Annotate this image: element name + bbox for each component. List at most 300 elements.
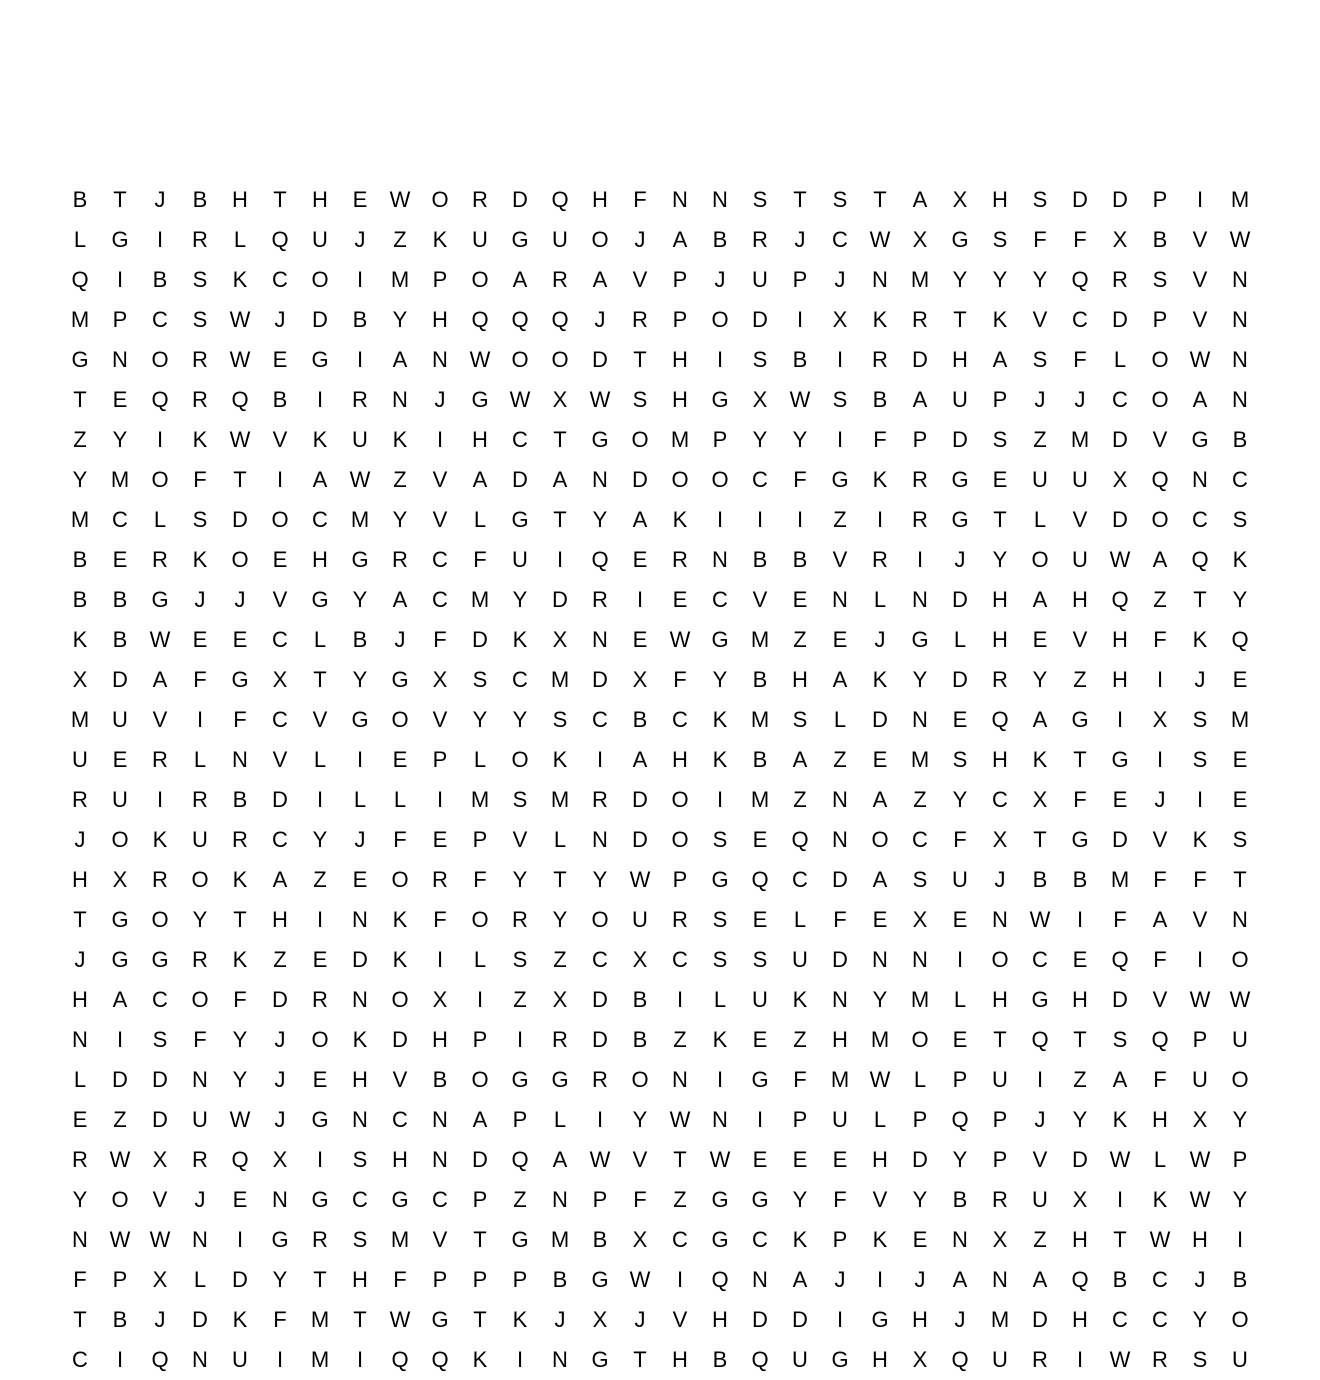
grid-letter[interactable]: U <box>1032 1187 1048 1212</box>
grid-letter[interactable]: J <box>194 1187 206 1212</box>
grid-letter[interactable]: L <box>1033 507 1047 532</box>
grid-letter[interactable]: G <box>711 1227 729 1252</box>
grid-letter[interactable]: O <box>1151 507 1169 532</box>
grid-letter[interactable]: N <box>712 187 728 212</box>
grid-letter[interactable]: M <box>70 707 90 732</box>
grid-letter[interactable]: R <box>72 1147 88 1172</box>
grid-letter[interactable]: J <box>1154 787 1166 812</box>
grid-letter[interactable]: I <box>1156 747 1164 772</box>
grid-letter[interactable]: C <box>512 667 528 692</box>
grid-letter[interactable]: X <box>912 907 928 932</box>
grid-letter[interactable]: Y <box>552 907 568 932</box>
grid-letter[interactable]: K <box>1232 547 1248 572</box>
grid-letter[interactable]: V <box>312 707 328 732</box>
grid-letter[interactable]: F <box>1153 627 1167 652</box>
grid-letter[interactable]: Z <box>1073 1067 1087 1092</box>
grid-letter[interactable]: K <box>1152 1187 1168 1212</box>
grid-letter[interactable]: Z <box>1033 1227 1047 1252</box>
grid-letter[interactable]: H <box>352 1067 368 1092</box>
grid-letter[interactable]: O <box>191 987 209 1012</box>
grid-letter[interactable]: G <box>911 627 929 652</box>
grid-letter[interactable]: B <box>1072 867 1088 892</box>
grid-letter[interactable]: V <box>632 267 648 292</box>
grid-letter[interactable]: I <box>716 347 724 372</box>
grid-letter[interactable]: F <box>633 1187 647 1212</box>
grid-letter[interactable]: G <box>551 1067 569 1092</box>
grid-letter[interactable]: M <box>910 747 930 772</box>
grid-letter[interactable]: Z <box>913 787 927 812</box>
grid-letter[interactable]: S <box>1032 187 1048 212</box>
grid-letter[interactable]: K <box>552 747 568 772</box>
grid-letter[interactable]: S <box>992 227 1008 252</box>
grid-letter[interactable]: A <box>552 467 568 492</box>
grid-letter[interactable]: S <box>512 947 528 972</box>
grid-letter[interactable]: Q <box>431 1347 449 1372</box>
grid-letter[interactable]: Q <box>951 1107 969 1132</box>
grid-letter[interactable]: D <box>472 627 488 652</box>
grid-letter[interactable]: K <box>872 1227 888 1252</box>
grid-letter[interactable]: O <box>111 1187 129 1212</box>
grid-letter[interactable]: H <box>672 1347 688 1372</box>
grid-letter[interactable]: J <box>834 1267 846 1292</box>
grid-letter[interactable]: W <box>1149 1227 1171 1252</box>
grid-letter[interactable]: K <box>712 747 728 772</box>
grid-letter[interactable]: N <box>1232 347 1248 372</box>
grid-letter[interactable]: B <box>72 547 88 572</box>
grid-letter[interactable]: V <box>152 707 168 732</box>
grid-letter[interactable]: E <box>752 827 768 852</box>
grid-letter[interactable]: H <box>72 987 88 1012</box>
grid-letter[interactable]: D <box>1072 187 1088 212</box>
grid-letter[interactable]: Y <box>792 427 808 452</box>
grid-letter[interactable]: G <box>711 387 729 412</box>
grid-letter[interactable]: Z <box>513 987 527 1012</box>
grid-letter[interactable]: Z <box>313 867 327 892</box>
grid-letter[interactable]: G <box>1111 747 1129 772</box>
grid-letter[interactable]: I <box>116 1027 124 1052</box>
grid-letter[interactable]: N <box>952 1227 968 1252</box>
grid-letter[interactable]: R <box>512 907 528 932</box>
grid-letter[interactable]: M <box>1230 707 1250 732</box>
grid-letter[interactable]: I <box>1156 667 1164 692</box>
grid-letter[interactable]: H <box>672 747 688 772</box>
grid-letter[interactable]: D <box>832 947 848 972</box>
grid-letter[interactable]: F <box>1073 347 1087 372</box>
grid-letter[interactable]: F <box>433 907 447 932</box>
grid-letter[interactable]: U <box>312 227 328 252</box>
grid-letter[interactable]: I <box>636 587 644 612</box>
grid-letter[interactable]: G <box>271 1227 289 1252</box>
grid-letter[interactable]: R <box>912 307 928 332</box>
grid-letter[interactable]: K <box>672 507 688 532</box>
grid-letter[interactable]: H <box>992 987 1008 1012</box>
grid-letter[interactable]: K <box>392 427 408 452</box>
grid-letter[interactable]: O <box>471 267 489 292</box>
grid-letter[interactable]: M <box>830 1067 850 1092</box>
grid-letter[interactable]: T <box>793 187 807 212</box>
grid-letter[interactable]: U <box>992 1347 1008 1372</box>
grid-letter[interactable]: N <box>1232 907 1248 932</box>
grid-letter[interactable]: O <box>1031 547 1049 572</box>
grid-letter[interactable]: N <box>912 587 928 612</box>
grid-letter[interactable]: A <box>392 347 408 372</box>
grid-letter[interactable]: P <box>1152 187 1168 212</box>
grid-letter[interactable]: M <box>390 1227 410 1252</box>
grid-letter[interactable]: K <box>232 867 248 892</box>
grid-letter[interactable]: G <box>231 667 249 692</box>
grid-letter[interactable]: M <box>750 787 770 812</box>
grid-letter[interactable]: E <box>752 907 768 932</box>
grid-letter[interactable]: J <box>634 1307 646 1332</box>
grid-letter[interactable]: B <box>752 747 768 772</box>
grid-letter[interactable]: O <box>151 347 169 372</box>
grid-letter[interactable]: R <box>192 1147 208 1172</box>
grid-letter[interactable]: C <box>712 587 728 612</box>
grid-letter[interactable]: Y <box>1072 1107 1088 1132</box>
grid-letter[interactable]: C <box>1112 387 1128 412</box>
grid-letter[interactable]: D <box>1112 827 1128 852</box>
grid-letter[interactable]: U <box>632 907 648 932</box>
grid-letter[interactable]: G <box>831 1347 849 1372</box>
grid-letter[interactable]: Q <box>1231 627 1249 652</box>
grid-letter[interactable]: O <box>1231 1307 1249 1332</box>
grid-letter[interactable]: I <box>276 1347 284 1372</box>
grid-letter[interactable]: T <box>1193 587 1207 612</box>
grid-letter[interactable]: Q <box>231 387 249 412</box>
grid-letter[interactable]: R <box>912 467 928 492</box>
grid-letter[interactable]: G <box>711 627 729 652</box>
grid-letter[interactable]: T <box>313 667 327 692</box>
grid-letter[interactable]: D <box>792 1307 808 1332</box>
grid-letter[interactable]: K <box>472 1347 488 1372</box>
grid-letter[interactable]: Q <box>511 307 529 332</box>
grid-letter[interactable]: N <box>232 747 248 772</box>
grid-letter[interactable]: E <box>392 747 408 772</box>
grid-letter[interactable]: E <box>832 627 848 652</box>
grid-letter[interactable]: O <box>511 747 529 772</box>
grid-letter[interactable]: R <box>752 227 768 252</box>
grid-letter[interactable]: J <box>834 267 846 292</box>
grid-letter[interactable]: E <box>632 627 648 652</box>
grid-letter[interactable]: V <box>1192 307 1208 332</box>
grid-letter[interactable]: H <box>72 867 88 892</box>
grid-letter[interactable]: I <box>276 467 284 492</box>
grid-letter[interactable]: C <box>672 1227 688 1252</box>
grid-letter[interactable]: A <box>392 587 408 612</box>
grid-letter[interactable]: M <box>750 627 770 652</box>
grid-letter[interactable]: I <box>1116 707 1124 732</box>
grid-letter[interactable]: Z <box>113 1107 127 1132</box>
grid-letter[interactable]: G <box>511 507 529 532</box>
grid-letter[interactable]: Z <box>553 947 567 972</box>
grid-letter[interactable]: G <box>951 227 969 252</box>
grid-letter[interactable]: G <box>391 1187 409 1212</box>
grid-letter[interactable]: V <box>1072 507 1088 532</box>
grid-letter[interactable]: Z <box>1153 587 1167 612</box>
grid-letter[interactable]: F <box>833 907 847 932</box>
grid-letter[interactable]: F <box>1033 227 1047 252</box>
grid-letter[interactable]: V <box>432 467 448 492</box>
grid-letter[interactable]: O <box>911 1027 929 1052</box>
grid-letter[interactable]: W <box>1109 547 1131 572</box>
grid-letter[interactable]: K <box>872 667 888 692</box>
grid-letter[interactable]: B <box>792 347 808 372</box>
grid-letter[interactable]: X <box>1032 787 1048 812</box>
grid-letter[interactable]: J <box>74 827 86 852</box>
grid-letter[interactable]: Y <box>472 707 488 732</box>
grid-letter[interactable]: T <box>473 1227 487 1252</box>
grid-letter[interactable]: W <box>709 1147 731 1172</box>
grid-letter[interactable]: V <box>752 587 768 612</box>
grid-letter[interactable]: G <box>511 1067 529 1092</box>
grid-letter[interactable]: U <box>352 427 368 452</box>
grid-letter[interactable]: G <box>591 1347 609 1372</box>
grid-letter[interactable]: F <box>953 827 967 852</box>
grid-letter[interactable]: N <box>752 1267 768 1292</box>
grid-letter[interactable]: W <box>109 1147 131 1172</box>
grid-letter[interactable]: E <box>312 947 328 972</box>
grid-letter[interactable]: Y <box>352 587 368 612</box>
grid-letter[interactable]: A <box>632 507 648 532</box>
grid-letter[interactable]: B <box>752 667 768 692</box>
grid-letter[interactable]: J <box>274 1067 286 1092</box>
grid-letter[interactable]: A <box>872 787 888 812</box>
grid-letter[interactable]: I <box>1076 907 1084 932</box>
grid-letter[interactable]: U <box>192 1107 208 1132</box>
grid-letter[interactable]: D <box>1112 307 1128 332</box>
grid-letter[interactable]: D <box>832 867 848 892</box>
grid-letter[interactable]: S <box>752 347 768 372</box>
grid-letter[interactable]: Q <box>231 1147 249 1172</box>
grid-letter[interactable]: F <box>673 667 687 692</box>
grid-letter[interactable]: C <box>672 707 688 732</box>
grid-letter[interactable]: A <box>1192 387 1208 412</box>
grid-letter[interactable]: K <box>392 907 408 932</box>
grid-letter[interactable]: I <box>956 947 964 972</box>
grid-letter[interactable]: Q <box>551 187 569 212</box>
grid-letter[interactable]: R <box>432 867 448 892</box>
grid-letter[interactable]: S <box>152 1027 168 1052</box>
grid-letter[interactable]: J <box>274 1027 286 1052</box>
grid-letter[interactable]: R <box>672 907 688 932</box>
grid-letter[interactable]: M <box>390 267 410 292</box>
grid-letter[interactable]: E <box>1232 747 1248 772</box>
grid-letter[interactable]: B <box>872 387 888 412</box>
grid-letter[interactable]: O <box>231 547 249 572</box>
grid-letter[interactable]: M <box>70 507 90 532</box>
grid-letter[interactable]: I <box>756 1107 764 1132</box>
grid-letter[interactable]: G <box>711 1187 729 1212</box>
grid-letter[interactable]: X <box>152 1267 168 1292</box>
grid-letter[interactable]: I <box>316 387 324 412</box>
grid-letter[interactable]: X <box>72 667 88 692</box>
grid-letter[interactable]: H <box>312 547 328 572</box>
grid-letter[interactable]: L <box>1153 1147 1167 1172</box>
grid-letter[interactable]: G <box>711 867 729 892</box>
grid-letter[interactable]: S <box>632 387 648 412</box>
grid-letter[interactable]: R <box>192 387 208 412</box>
grid-letter[interactable]: F <box>833 1187 847 1212</box>
grid-letter[interactable]: H <box>672 347 688 372</box>
grid-letter[interactable]: O <box>591 907 609 932</box>
grid-letter[interactable]: N <box>352 987 368 1012</box>
grid-letter[interactable]: R <box>312 1227 328 1252</box>
grid-letter[interactable]: W <box>1029 907 1051 932</box>
grid-letter[interactable]: K <box>1192 827 1208 852</box>
grid-letter[interactable]: Z <box>833 507 847 532</box>
grid-letter[interactable]: Z <box>673 1027 687 1052</box>
grid-letter[interactable]: V <box>1032 1147 1048 1172</box>
grid-letter[interactable]: R <box>352 387 368 412</box>
grid-letter[interactable]: R <box>592 1067 608 1092</box>
grid-letter[interactable]: D <box>392 1027 408 1052</box>
grid-letter[interactable]: C <box>792 867 808 892</box>
grid-letter[interactable]: G <box>1071 827 1089 852</box>
grid-letter[interactable]: Y <box>872 987 888 1012</box>
grid-letter[interactable]: G <box>751 1187 769 1212</box>
grid-letter[interactable]: P <box>992 1107 1008 1132</box>
grid-letter[interactable]: R <box>872 347 888 372</box>
grid-letter[interactable]: W <box>589 387 611 412</box>
grid-letter[interactable]: H <box>472 427 488 452</box>
grid-letter[interactable]: D <box>592 347 608 372</box>
grid-letter[interactable]: Q <box>1071 267 1089 292</box>
grid-letter[interactable]: D <box>952 587 968 612</box>
grid-letter[interactable]: A <box>1032 707 1048 732</box>
grid-letter[interactable]: K <box>192 547 208 572</box>
grid-letter[interactable]: K <box>152 827 168 852</box>
grid-letter[interactable]: R <box>152 547 168 572</box>
grid-letter[interactable]: H <box>952 347 968 372</box>
grid-letter[interactable]: R <box>552 1027 568 1052</box>
grid-letter[interactable]: D <box>1112 187 1128 212</box>
grid-letter[interactable]: M <box>910 267 930 292</box>
grid-letter[interactable]: X <box>992 1227 1008 1252</box>
grid-letter[interactable]: B <box>112 1307 128 1332</box>
grid-letter[interactable]: B <box>1032 867 1048 892</box>
grid-letter[interactable]: E <box>792 587 808 612</box>
grid-letter[interactable]: Y <box>1232 1107 1248 1132</box>
grid-letter[interactable]: N <box>592 467 608 492</box>
grid-letter[interactable]: U <box>112 787 128 812</box>
grid-letter[interactable]: I <box>1116 1187 1124 1212</box>
grid-letter[interactable]: C <box>672 947 688 972</box>
grid-letter[interactable]: P <box>512 1267 528 1292</box>
grid-letter[interactable]: Q <box>71 267 89 292</box>
grid-letter[interactable]: I <box>836 1307 844 1332</box>
grid-letter[interactable]: C <box>72 1347 88 1372</box>
grid-letter[interactable]: N <box>192 1227 208 1252</box>
grid-letter[interactable]: R <box>192 787 208 812</box>
grid-letter[interactable]: G <box>351 707 369 732</box>
grid-letter[interactable]: A <box>992 347 1008 372</box>
grid-letter[interactable]: L <box>553 1107 567 1132</box>
grid-letter[interactable]: K <box>1032 747 1048 772</box>
grid-letter[interactable]: Q <box>1071 1267 1089 1292</box>
grid-letter[interactable]: B <box>112 627 128 652</box>
grid-letter[interactable]: D <box>232 507 248 532</box>
grid-letter[interactable]: J <box>154 1307 166 1332</box>
grid-letter[interactable]: E <box>672 587 688 612</box>
grid-letter[interactable]: T <box>633 1347 647 1372</box>
grid-letter[interactable]: C <box>152 307 168 332</box>
grid-letter[interactable]: E <box>952 907 968 932</box>
grid-letter[interactable]: N <box>432 1107 448 1132</box>
grid-letter[interactable]: W <box>1189 1147 1211 1172</box>
grid-letter[interactable]: I <box>436 787 444 812</box>
grid-letter[interactable]: H <box>872 1347 888 1372</box>
grid-letter[interactable]: X <box>912 227 928 252</box>
grid-letter[interactable]: Y <box>312 827 328 852</box>
grid-letter[interactable]: E <box>832 1147 848 1172</box>
grid-letter[interactable]: H <box>792 667 808 692</box>
grid-letter[interactable]: I <box>676 987 684 1012</box>
grid-letter[interactable]: J <box>1194 667 1206 692</box>
grid-letter[interactable]: I <box>876 1267 884 1292</box>
grid-letter[interactable]: T <box>993 507 1007 532</box>
grid-letter[interactable]: S <box>992 427 1008 452</box>
grid-letter[interactable]: T <box>73 387 87 412</box>
grid-letter[interactable]: L <box>353 787 367 812</box>
grid-letter[interactable]: I <box>836 347 844 372</box>
grid-letter[interactable]: E <box>992 467 1008 492</box>
grid-letter[interactable]: I <box>1196 187 1204 212</box>
grid-letter[interactable]: H <box>672 387 688 412</box>
grid-letter[interactable]: V <box>1152 987 1168 1012</box>
grid-letter[interactable]: Y <box>1032 267 1048 292</box>
grid-letter[interactable]: R <box>1032 1347 1048 1372</box>
grid-letter[interactable]: A <box>912 187 928 212</box>
grid-letter[interactable]: G <box>591 1267 609 1292</box>
grid-letter[interactable]: Q <box>271 227 289 252</box>
grid-letter[interactable]: M <box>670 427 690 452</box>
grid-letter[interactable]: I <box>316 787 324 812</box>
grid-letter[interactable]: L <box>393 787 407 812</box>
grid-letter[interactable]: N <box>592 827 608 852</box>
grid-letter[interactable]: X <box>552 387 568 412</box>
grid-letter[interactable]: U <box>952 867 968 892</box>
grid-letter[interactable]: H <box>1072 1227 1088 1252</box>
grid-letter[interactable]: R <box>192 227 208 252</box>
grid-letter[interactable]: Y <box>72 467 88 492</box>
grid-letter[interactable]: K <box>392 947 408 972</box>
grid-letter[interactable]: A <box>272 867 288 892</box>
grid-letter[interactable]: W <box>229 1107 251 1132</box>
grid-letter[interactable]: S <box>1192 747 1208 772</box>
grid-letter[interactable]: K <box>1192 627 1208 652</box>
grid-letter[interactable]: O <box>671 787 689 812</box>
grid-letter[interactable]: O <box>431 187 449 212</box>
grid-letter[interactable]: Y <box>952 787 968 812</box>
grid-letter[interactable]: J <box>634 227 646 252</box>
grid-letter[interactable]: C <box>592 947 608 972</box>
grid-letter[interactable]: I <box>476 987 484 1012</box>
grid-letter[interactable]: A <box>552 1147 568 1172</box>
grid-letter[interactable]: W <box>149 1227 171 1252</box>
grid-letter[interactable]: N <box>1192 467 1208 492</box>
grid-letter[interactable]: O <box>151 907 169 932</box>
grid-letter[interactable]: T <box>993 1027 1007 1052</box>
grid-letter[interactable]: L <box>1113 347 1127 372</box>
grid-letter[interactable]: G <box>111 227 129 252</box>
grid-letter[interactable]: S <box>1232 507 1248 532</box>
grid-letter[interactable]: D <box>592 987 608 1012</box>
grid-letter[interactable]: P <box>112 307 128 332</box>
grid-letter[interactable]: U <box>1232 1027 1248 1052</box>
grid-letter[interactable]: Y <box>72 1187 88 1212</box>
grid-letter[interactable]: Y <box>352 667 368 692</box>
grid-letter[interactable]: D <box>512 467 528 492</box>
